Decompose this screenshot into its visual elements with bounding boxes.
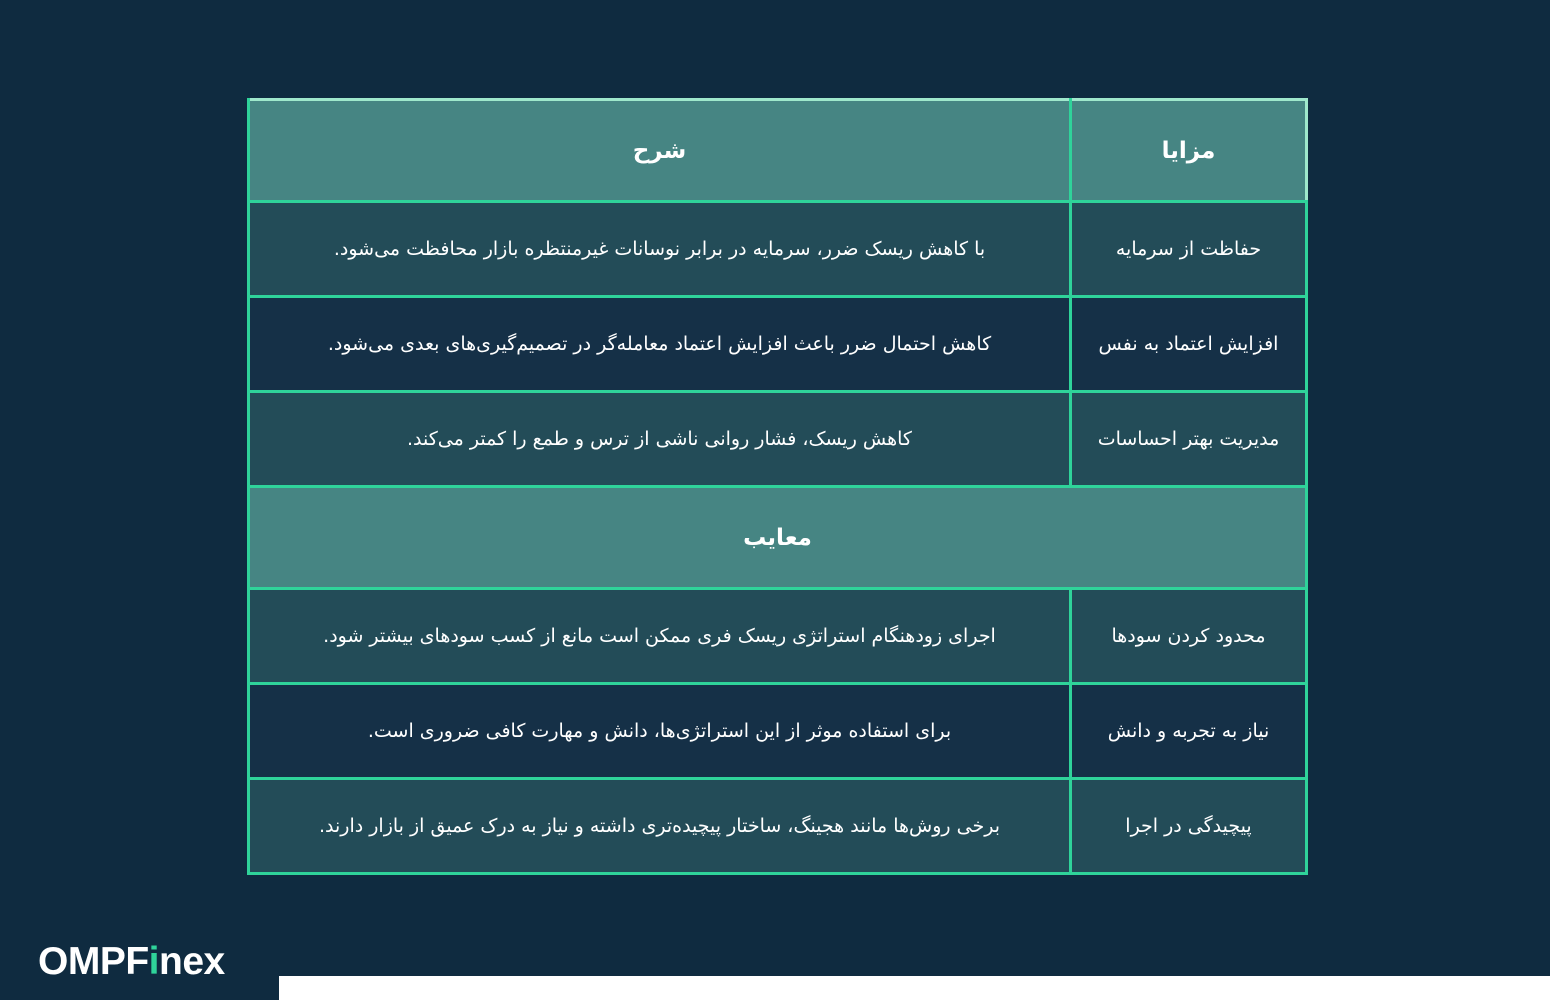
- table-row: [249, 779, 1307, 874]
- disadvantage-title: پیچیدگی در اجرا: [1071, 779, 1307, 874]
- disadvantage-title: نیاز به تجربه و دانش: [1071, 684, 1307, 779]
- logo-text-part2: nex: [159, 940, 225, 983]
- advantage-description: کاهش احتمال ضرر باعث افزایش اعتماد معامله‌گر در تصمیم‌گیری‌های بعدی می‌شود.: [249, 297, 1071, 392]
- advantage-title: حفاظت از سرمایه: [1071, 202, 1307, 297]
- logo-text-part1: OMPF: [38, 940, 149, 983]
- advantage-title: افزایش اعتماد به نفس: [1071, 297, 1307, 392]
- advantage-title: مدیریت بهتر احساسات: [1071, 392, 1307, 487]
- footer-bar: [279, 976, 1550, 1000]
- header-description: شرح: [249, 100, 1071, 202]
- table-header-row: [249, 100, 1307, 202]
- disadvantages-title: معایب: [249, 487, 1307, 589]
- disadvantage-description: برخی روش‌ها مانند هجینگ، ساختار پیچیده‌تری داشته و نیاز به درک عمیق از بازار دارند.: [249, 779, 1071, 874]
- header-advantages: مزایا: [1071, 100, 1307, 202]
- disadvantage-title: محدود کردن سودها: [1071, 589, 1307, 684]
- advantage-description: با کاهش ریسک ضرر، سرمایه در برابر نوسانات غیرمنتظره بازار محافظت می‌شود.: [249, 202, 1071, 297]
- table-row: [249, 297, 1307, 392]
- ompfinex-logo: [38, 940, 225, 984]
- comparison-table-container: [247, 98, 1305, 875]
- table-row: [249, 202, 1307, 297]
- disadvantages-section-row: [249, 487, 1307, 589]
- disadvantage-description: اجرای زودهنگام استراتژی ریسک فری ممکن است مانع از کسب سودهای بیشتر شود.: [249, 589, 1071, 684]
- table-row: [249, 684, 1307, 779]
- table-row: [249, 589, 1307, 684]
- advantage-description: کاهش ریسک، فشار روانی ناشی از ترس و طمع را کمتر می‌کند.: [249, 392, 1071, 487]
- disadvantage-description: برای استفاده موثر از این استراتژی‌ها، دانش و مهارت کافی ضروری است.: [249, 684, 1071, 779]
- logo-text-accent: i: [148, 940, 160, 983]
- comparison-table: [247, 98, 1308, 875]
- table-row: [249, 392, 1307, 487]
